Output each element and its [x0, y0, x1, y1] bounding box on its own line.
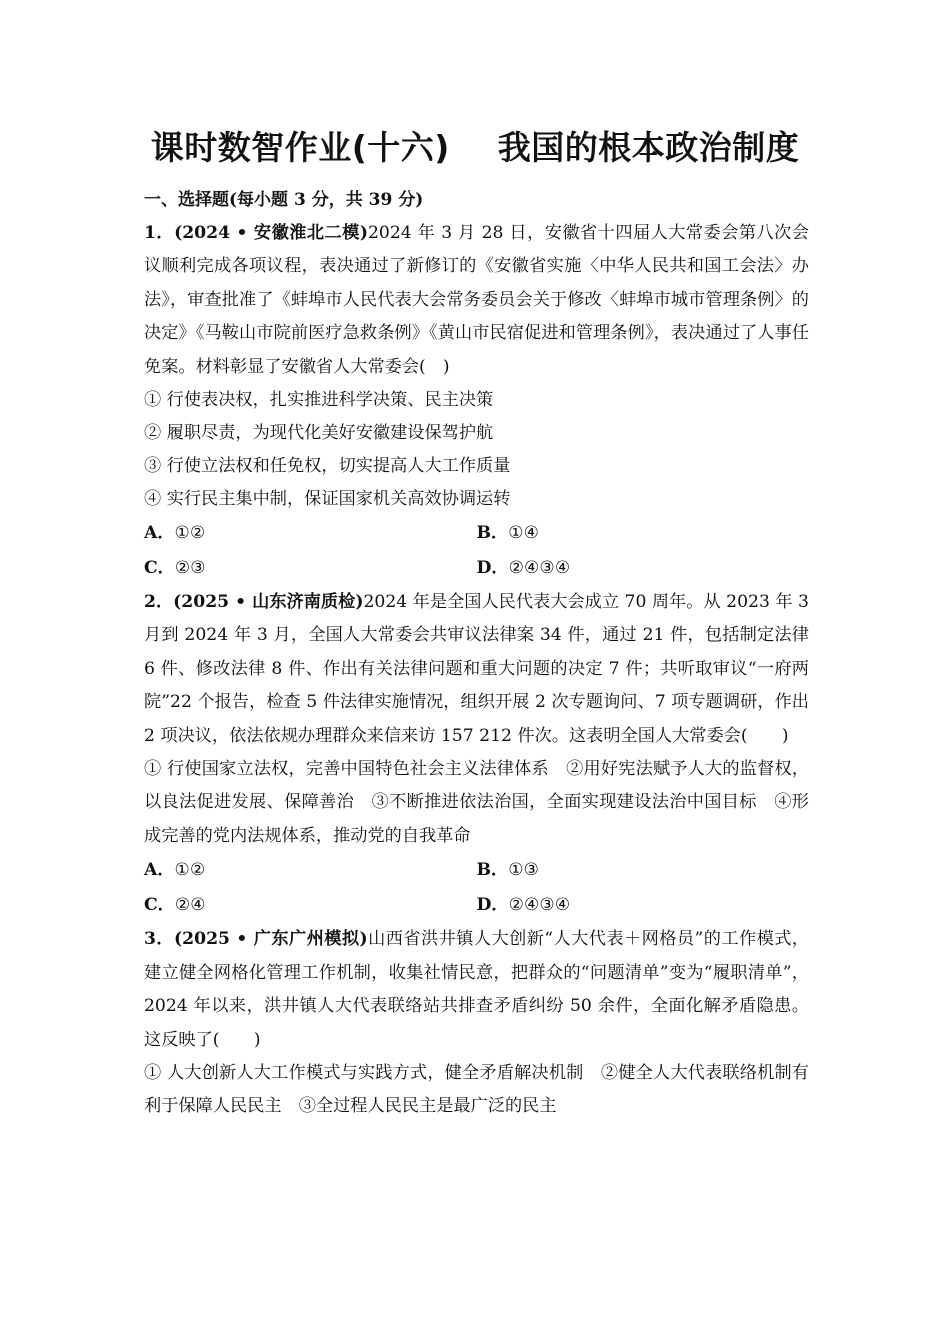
question-3-number: 3．: [144, 929, 175, 950]
question-3-stem: 山西省洪井镇人大创新“人大代表＋网格员”的工作模式，建立健全网格化管理工作机制，收集社情民意，把群众的“问题清单”变为“履职清单”，2024 年以来，洪井镇人大代表联络站共排查矛盾纠纷 50 余件，全面化解矛盾隐患。这反映了( ): [144, 929, 809, 1050]
question-1-item-4: ④ 实行民主集中制，保证国家机关高效协调运转: [144, 489, 511, 510]
question-1-options-row-2: [144, 551, 809, 586]
question-2-options-row-1: [144, 853, 809, 888]
question-2-number: 2．: [144, 592, 174, 613]
question-2-option-d[interactable]: [477, 888, 810, 923]
question-3: [144, 923, 809, 1123]
option-text: ②④③④: [508, 558, 571, 579]
question-1-option-b[interactable]: [477, 516, 810, 551]
question-1-option-c[interactable]: [144, 551, 477, 586]
option-letter: B．: [476, 860, 509, 881]
option-text: ①②: [174, 523, 206, 544]
option-letter: A．: [144, 523, 175, 544]
question-1-item-2: ② 履职尽责，为现代化美好安徽建设保驾护航: [144, 423, 494, 444]
question-1-options-row-1: [144, 516, 809, 551]
question-1: [144, 217, 809, 586]
question-1-item-1: ① 行使表决权，扎实推进科学决策、民主决策: [144, 390, 494, 411]
page-title: 课时数智作业(十六) 我国的根本政治制度: [150, 128, 800, 167]
question-2-option-c[interactable]: [144, 888, 477, 923]
question-2-stem: 2024 年是全国人民代表大会成立 70 周年。从 2023 年 3 月到 2024 年 3 月，全国人大常委会共审议法律案 34 件，通过 21 件，包括制定法律 6 件、修改法律 8 件、作出有关法律问题和重大问题的决定 7 件；共听取审议“一府两院”22 个报告，检查 5 件法律实施情况，组织开展 2 次专题询问、7 项专题调研，作出 2 项决议，依法依规办理群众来信来访 157 212 件次。这表明全国人大常委会( ): [144, 592, 809, 746]
document-body: [144, 184, 809, 1124]
question-2-options-row-2: [144, 888, 809, 923]
section-heading: 一、选择题(每小题 3 分，共 39 分): [144, 190, 424, 210]
option-letter: D．: [476, 558, 509, 579]
question-2: [144, 586, 809, 923]
option-text: ①④: [508, 523, 540, 544]
option-text: ②④: [174, 895, 206, 916]
question-1-stem-paragraph: [144, 217, 809, 384]
option-letter: C．: [144, 558, 175, 579]
option-letter: C．: [144, 895, 175, 916]
question-1-item-3: ③ 行使立法权和任免权，切实提高人大工作质量: [144, 456, 511, 477]
option-text: ②④③④: [508, 895, 571, 916]
question-1-option-a[interactable]: [144, 516, 477, 551]
question-3-items: ① 人大创新人大工作模式与实践方式，健全矛盾解决机制 ②健全人大代表联络机制有利于保障人民民主 ③全过程人民民主是最广泛的民主: [144, 1062, 809, 1117]
question-2-stem-paragraph: [144, 586, 809, 753]
question-3-stem-paragraph: [144, 923, 809, 1057]
option-letter: A．: [144, 860, 175, 881]
question-1-number: 1．: [144, 223, 175, 243]
question-1-stem: 2024 年 3 月 28 日，安徽省十四届人大常委会第八次会议顺利完成各项议程，表决通过了新修订的《安徽省实施〈中华人民共和国工会法〉办法》，审查批准了《蚌埠市人民代表大会常务委员会关于修改〈蚌埠市城市管理条例〉的决定》《马鞍山市院前医疗急救条例》《黄山市民宿促进和管理条例》，表决通过了人事任免案。材料彰显了安徽省人大常委会( ): [144, 223, 809, 377]
question-2-option-b[interactable]: [477, 853, 810, 888]
option-text: ①③: [508, 860, 540, 881]
question-2-items: ① 行使国家立法权，完善中国特色社会主义法律体系 ②用好宪法赋予人大的监督权，以良法促进发展、保障善治 ③不断推进依法治国，全面实现建设法治中国目标 ④形成完善的党内法规体系，推动党的自我革命: [144, 759, 809, 846]
question-2-source: (2025 • 山东济南质检): [173, 592, 364, 613]
option-text: ①②: [174, 860, 206, 881]
question-3-source: (2025 • 广东广州模拟): [174, 929, 368, 950]
question-1-option-d[interactable]: [477, 551, 810, 586]
question-1-source: (2024 • 安徽淮北二模): [174, 223, 368, 243]
question-2-option-a[interactable]: [144, 853, 477, 888]
option-letter: D．: [476, 895, 509, 916]
option-letter: B．: [476, 523, 509, 544]
option-text: ②③: [174, 558, 206, 579]
